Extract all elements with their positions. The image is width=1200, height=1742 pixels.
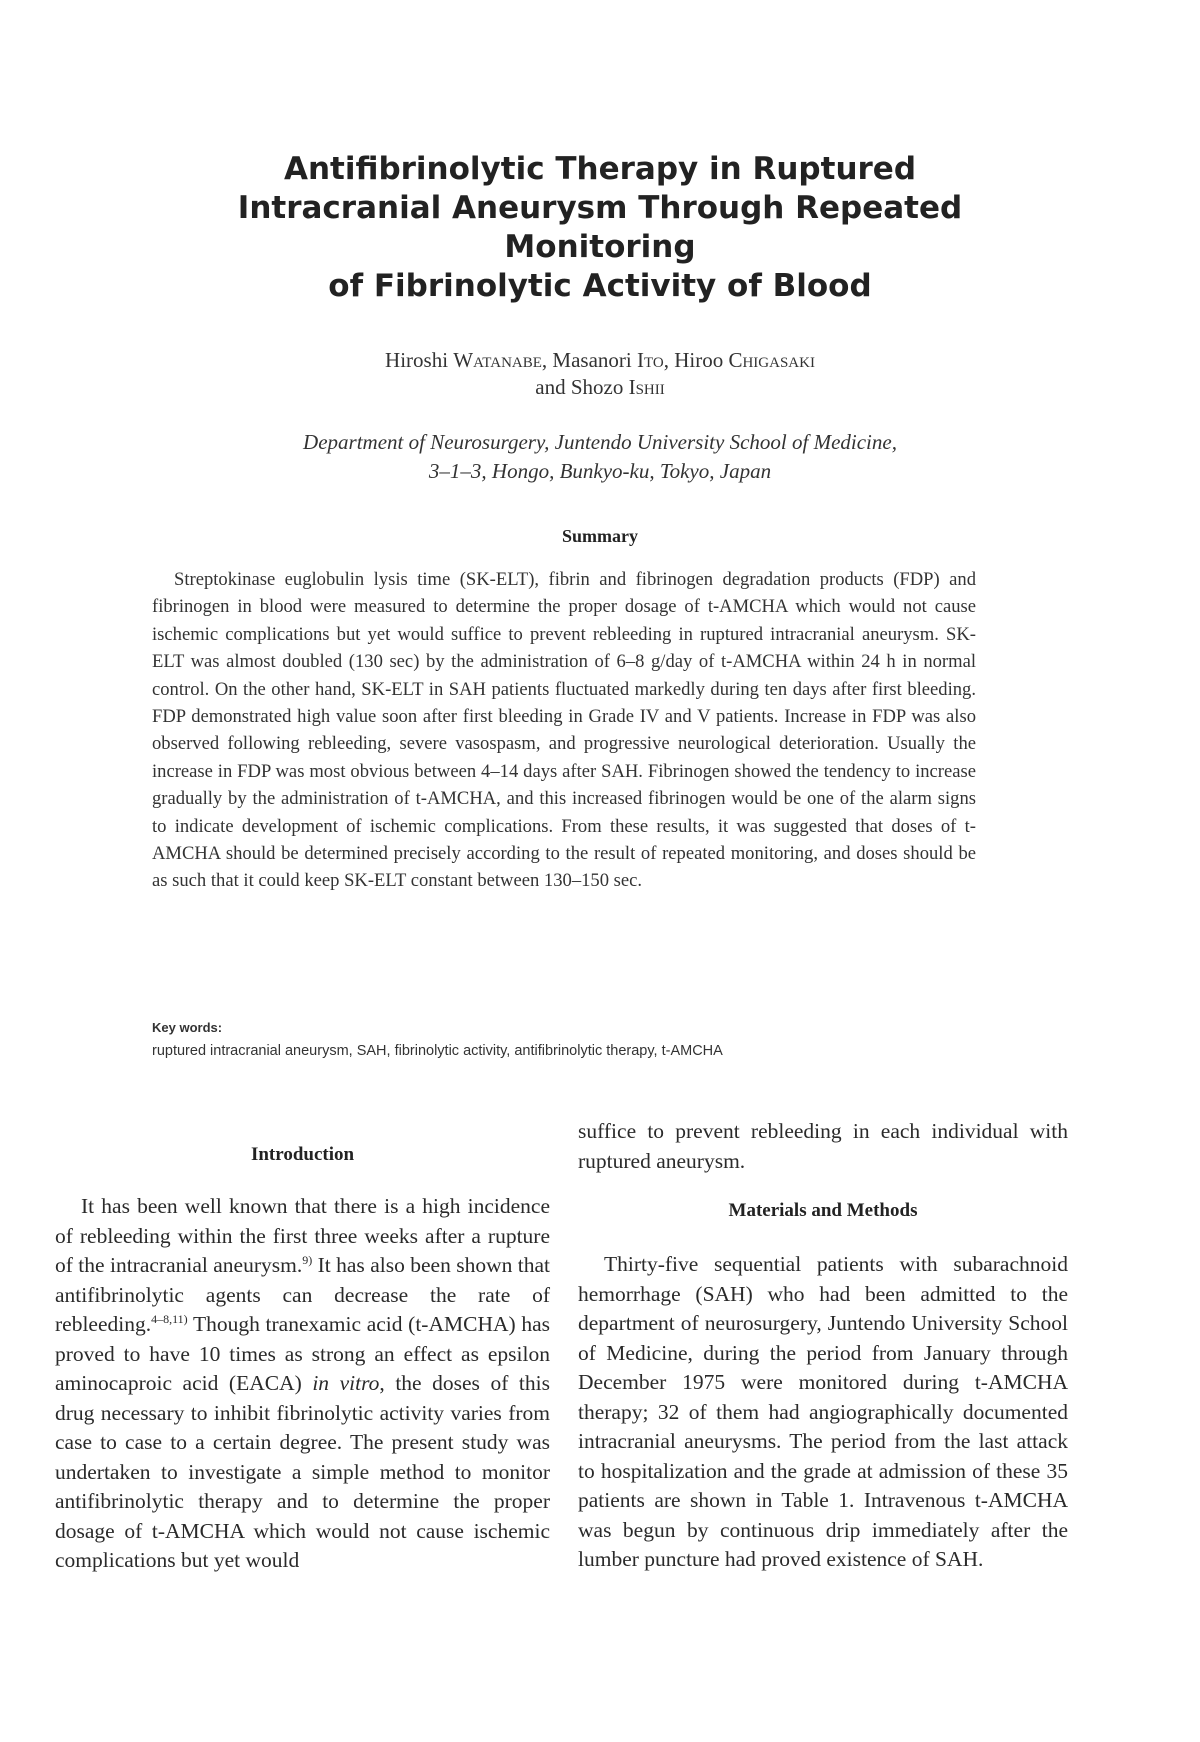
affiliation-line: Department of Neurosurgery, Juntendo University School of Medicine, bbox=[303, 430, 897, 454]
title-line: Monitoring bbox=[504, 229, 696, 265]
keywords-text: ruptured intracranial aneurysm, SAH, fibrinolytic activity, antifibrinolytic therapy, t-AMCHA bbox=[152, 1043, 723, 1059]
latin-term: in vitro bbox=[312, 1371, 380, 1395]
citation-ref: 9) bbox=[302, 1252, 313, 1267]
author-line: and Shozo Ishii bbox=[535, 375, 665, 399]
title-line: Intracranial Aneurysm Through Repeated bbox=[237, 190, 963, 226]
summary-heading: Summary bbox=[562, 526, 638, 546]
introduction-heading: Introduction bbox=[250, 1144, 355, 1165]
methods-paragraph: Thirty-five sequential patients with subarachnoid hemorrhage (SAH) who had been admitted to the department of neurosurgery, Juntendo University School of Medicine, during the period from January through December 1975 were monitored during t-AMCHA therapy; 32 of them had angiographically documented intracranial aneurysms. The period from the last attack to hospitalization and the grade at admission of these 35 patients are shown in Table 1. Intravenous t-AMCHA was begun by continuous drip immediately after the lumber puncture had proved existence of SAH. bbox=[578, 1252, 1068, 1571]
affiliation bbox=[150, 428, 1050, 486]
title-line: of Fibrinolytic Activity of Blood bbox=[328, 268, 872, 304]
citation-ref: 4–8,11) bbox=[151, 1311, 188, 1326]
methods-heading: Materials and Methods bbox=[728, 1200, 918, 1221]
author-surname: Ito bbox=[636, 348, 664, 372]
author-line: Hiroshi Watanabe, Masanori Ito, Hiroo Chigasaki bbox=[385, 348, 815, 372]
author-surname: Ishii bbox=[628, 375, 665, 399]
summary-paragraph: Streptokinase euglobulin lysis time (SK-ELT), fibrin and fibrinogen degradation products (FDP) and fibrinogen in blood were measured to determine the proper dosage of t-AMCHA which would not cause ischemic complications but yet would suffice to prevent rebleeding in ruptured intracranial aneurysm. SK-ELT was almost doubled (130 sec) by the administration of 6–8 g/day of t-AMCHA within 24 h in normal control. On the other hand, SK-ELT in SAH patients fluctuated markedly during ten days after first bleeding. FDP demonstrated high value soon after first bleeding in Grade IV and V patients. Increase in FDP was also observed following rebleeding, severe vasospasm, and progressive neurological deterioration. Usually the increase in FDP was most obvious between 4–14 days after SAH. Fibrinogen showed the tendency to increase gradually by the administration of t-AMCHA, and this increased fibrinogen would be one of the alarm signs to indicate development of ischemic complications. From these results, it was suggested that doses of t-AMCHA should be determined precisely according to the result of repeated monitoring, and doses should be as such that it could keep SK-ELT constant between 130–150 sec. bbox=[152, 569, 976, 892]
paper-title bbox=[150, 150, 1050, 306]
affiliation-line: 3–1–3, Hongo, Bunkyo-ku, Tokyo, Japan bbox=[428, 459, 772, 483]
author-surname: Watanabe bbox=[453, 348, 542, 372]
author-list bbox=[200, 347, 1000, 401]
keywords-label: Key words: bbox=[152, 1020, 223, 1035]
introduction-continuation: suffice to prevent rebleeding in each individual with ruptured aneurysm. bbox=[578, 1119, 1068, 1173]
author-surname: Chigasaki bbox=[728, 348, 815, 372]
title-line: Antifibrinolytic Therapy in Ruptured bbox=[283, 151, 917, 187]
introduction-paragraph: It has been well known that there is a high incidence of rebleeding within the first three weeks after a rupture of the intracranial aneurysm.$^{9)}$ It has also been shown that antifibrinolytic agents can decrease the rate of rebleeding.$^{4-8,11)}$ Though tranexamic acid (t-AMCHA) has proved to have 10 times as strong an effect as epsilon aminocaproic acid (EACA) in vitro, the doses of this drug necessary to inhibit fibrinolytic activity varies from case to case to a certain degree. The present study was undertaken to investigate a simple method to monitor antifibrinolytic therapy and to determine the proper dosage of t-AMCHA which would not cause ischemic complications but yet would bbox=[55, 1194, 550, 1572]
